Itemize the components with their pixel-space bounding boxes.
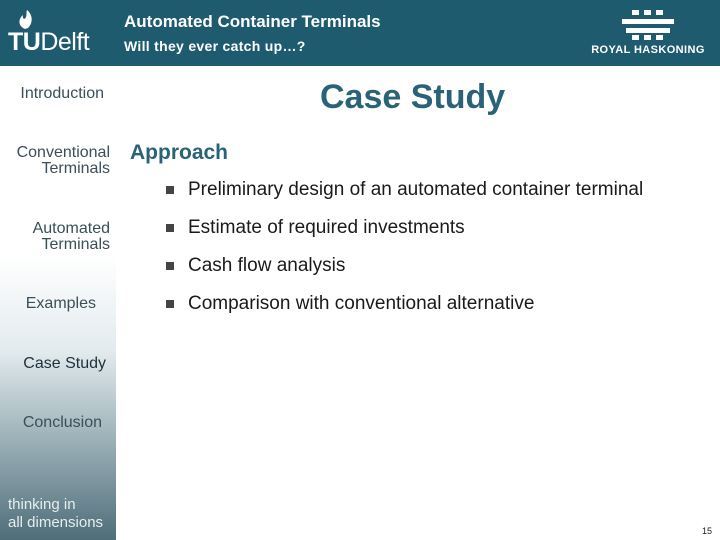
presentation-title: Automated Container Terminals — [124, 12, 381, 31]
square-bullet-icon — [166, 300, 174, 308]
tudelft-wordmark: TUDelft — [8, 28, 90, 56]
list-item: Estimate of required investments — [162, 216, 643, 254]
square-bullet-icon — [166, 262, 174, 270]
tudelft-logo — [8, 10, 114, 54]
header-bar — [0, 0, 720, 66]
presentation-subtitle: Will they ever catch up…? — [124, 38, 306, 54]
slide-heading: Case Study — [320, 78, 506, 116]
sidebar-item-examples[interactable]: Examples — [25, 295, 96, 312]
royal-haskoning-wordmark: ROYAL HASKONING — [591, 44, 705, 56]
square-bullet-icon — [166, 224, 174, 232]
royal-haskoning-logo — [584, 10, 712, 62]
tudelft-flame-icon — [14, 10, 36, 30]
list-item: Preliminary design of an automated container terminal — [162, 178, 643, 216]
list-item: Cash flow analysis — [162, 254, 643, 292]
sidebar-item-automated-terminals[interactable]: Automated Terminals — [32, 220, 110, 253]
sidebar-nav — [0, 66, 116, 540]
section-title: Approach — [130, 141, 229, 164]
sidebar-item-conclusion[interactable]: Conclusion — [22, 414, 102, 431]
royal-haskoning-grid-icon — [622, 10, 674, 40]
page-number: 15 — [702, 526, 713, 536]
sidebar-item-introduction[interactable]: Introduction — [20, 85, 104, 102]
sidebar-item-case-study[interactable]: Case Study — [23, 355, 106, 372]
sidebar-item-conventional-terminals[interactable]: Conventional Terminals — [16, 144, 110, 177]
bullet-list — [162, 178, 643, 330]
square-bullet-icon — [166, 186, 174, 194]
list-item: Comparison with conventional alternative — [162, 292, 643, 330]
slogan: thinking in all dimensions — [8, 496, 104, 531]
